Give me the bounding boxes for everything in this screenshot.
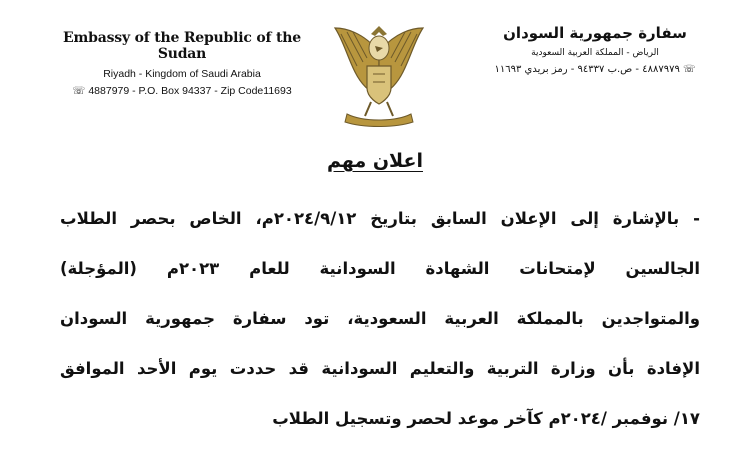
announcement-line: الجالسين لإمتحانات الشهادة السودانية للعام ٢٠٢٣م (المؤجلة): [60, 259, 700, 278]
announcement-body: [60, 204, 700, 454]
announcement-line: [60, 204, 700, 254]
embassy-location-english: Riyadh - Kingdom of Saudi Arabia: [103, 68, 261, 80]
bullet-dash: -: [693, 209, 701, 228]
embassy-contact-english: ☏ 4887979 - P.O. Box 94337 - Zip Code11693: [72, 85, 292, 97]
announcement-line: ١٧/ نوفمبر /٢٠٢٤م كآخر موعد لحصر وتسجيل الطلاب: [272, 409, 700, 428]
embassy-name-arabic: سفارة جمهورية السودان: [503, 24, 687, 42]
announcement-heading: [0, 150, 750, 172]
embassy-name-english: Embassy of the Republic of the Sudan: [63, 30, 301, 62]
sudan-emblem-icon: [333, 22, 425, 128]
embassy-location-arabic: الرياض - المملكة العربية السعودية: [531, 48, 659, 58]
announcement-line-text: بالإشارة إلى الإعلان السابق بتاريخ ٢٠٢٤/٩/١٢م، الخاص بحصر الطلاب: [60, 209, 680, 228]
arabic-letterhead: [490, 24, 700, 75]
announcement-line: والمتواجدين بالمملكة العربية السعودية، تود سفارة جمهورية السودان: [60, 309, 700, 328]
english-letterhead: [62, 30, 302, 97]
announcement-line: الإفادة بأن وزارة التربية والتعليم السودانية قد حددت يوم الأحد الموافق: [60, 359, 700, 378]
embassy-contact-arabic: ☏ ٤٨٨٧٩٧٩ - ص.ب ٩٤٣٣٧ - رمز بريدي ١١٦٩٣: [494, 64, 696, 75]
announcement-heading-text: اعلان مهم: [327, 150, 423, 172]
